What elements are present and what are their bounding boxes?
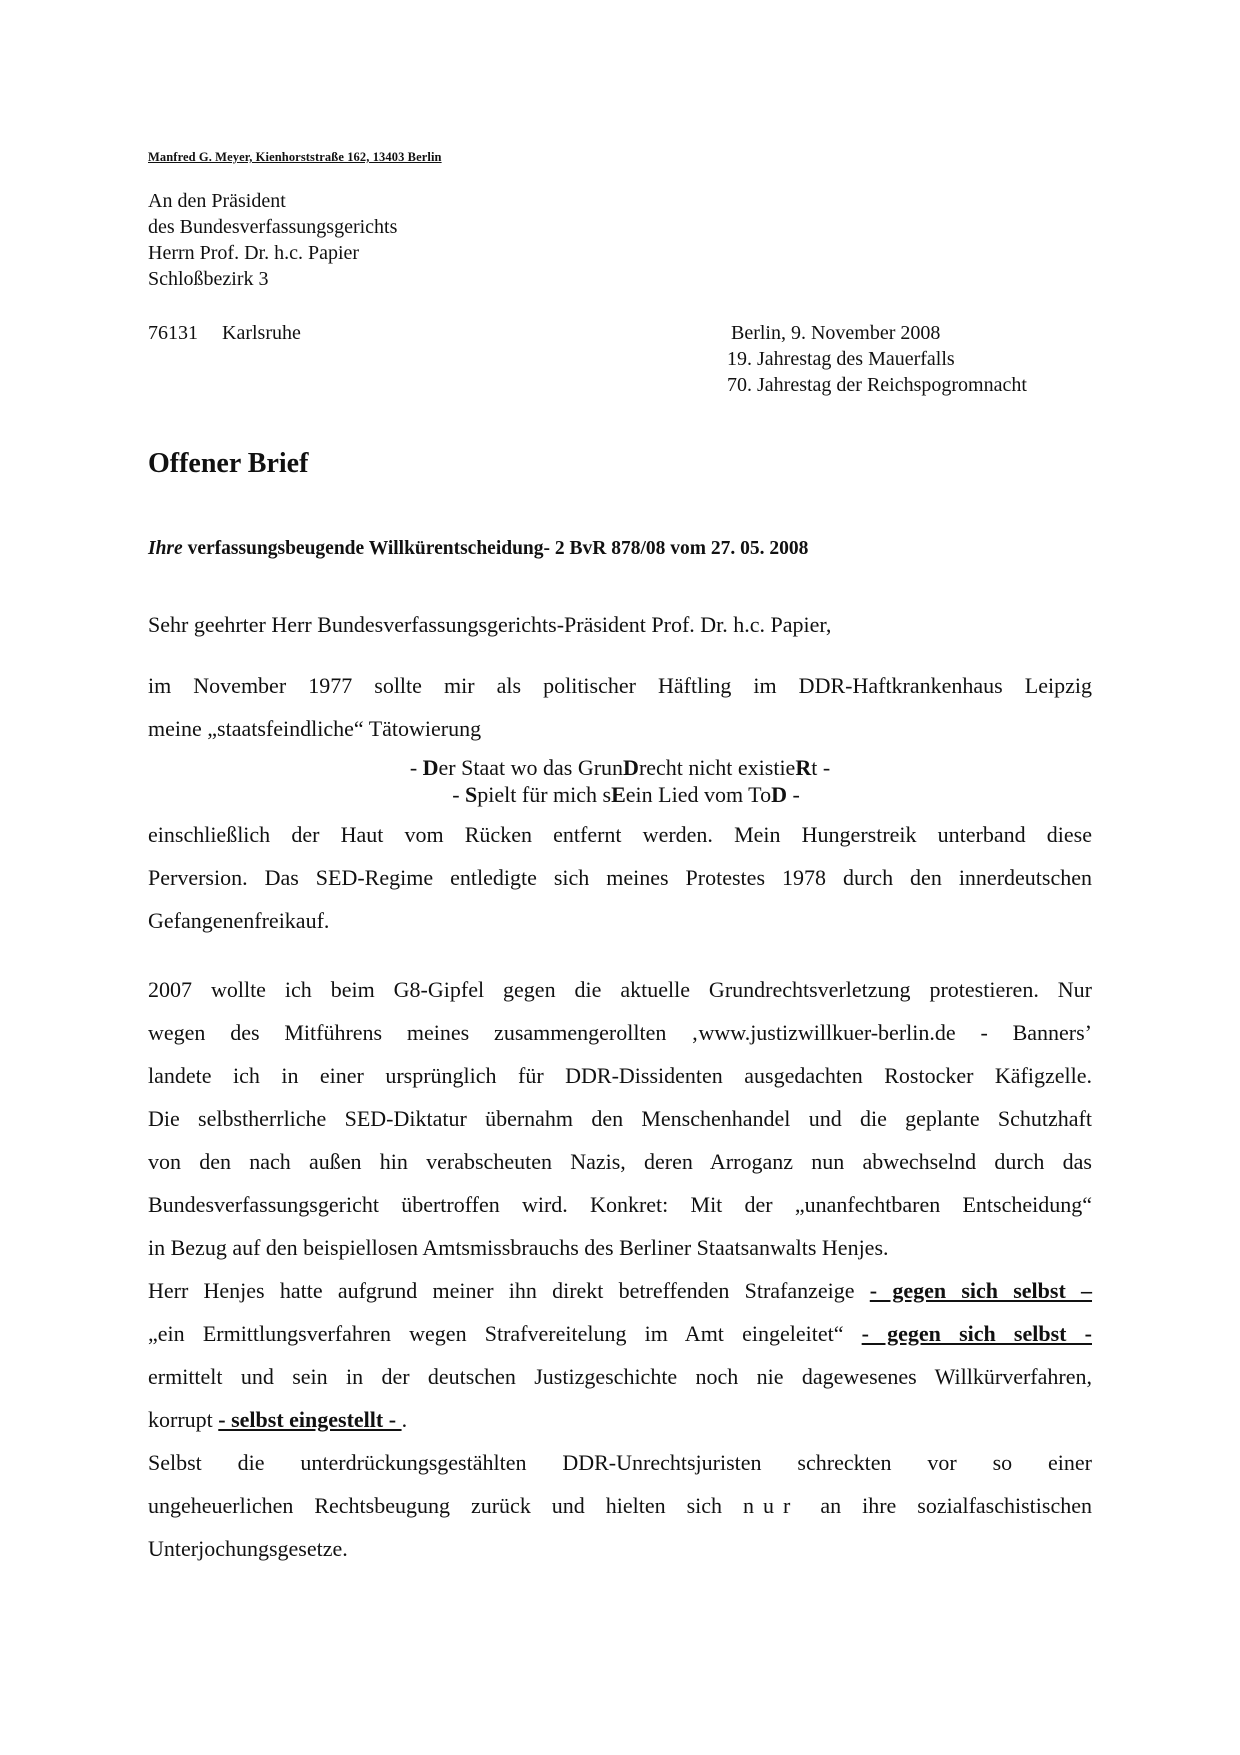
text-line: Selbst die unterdrückungsgestählten DDR-Unrechtsjuristen schreckten vor so einer bbox=[148, 1450, 1092, 1475]
paragraph-perversion bbox=[148, 813, 1092, 942]
text-line: von den nach außen hin verabscheuten Nazis, deren Arroganz nun abwechselnd durch das bbox=[148, 1149, 1092, 1174]
anniversary-line: 70. Jahrestag der Reichspogromnacht bbox=[727, 374, 1027, 396]
tattoo-motto-line-1: - Der Staat wo das GrunDrecht nicht existieRt - bbox=[409, 755, 831, 780]
recipient-line: Herrn Prof. Dr. h.c. Papier bbox=[148, 242, 360, 264]
sender-address: Manfred G. Meyer, Kienhorststraße 162, 13403 Berlin bbox=[148, 150, 442, 164]
paragraph-intro bbox=[148, 664, 1092, 750]
recipient-city bbox=[148, 320, 301, 346]
text-line: wegen des Mitführens meines zusammengerollten ‚www.justizwillkuer-berlin.de - Banners’ bbox=[148, 1020, 1092, 1045]
text-line: ermittelt und sein in der deutschen Justizgeschichte noch nie dagewesenes Willkürverfahren, bbox=[148, 1364, 1092, 1389]
subject-line bbox=[148, 538, 808, 560]
text-line: in Bezug auf den beispiellosen Amtsmissbrauchs des Berliner Staatsanwalts Henjes. bbox=[148, 1235, 889, 1260]
date-block bbox=[727, 320, 1027, 398]
text-line: 2007 wollte ich beim G8-Gipfel gegen die aktuelle Grundrechtsverletzung protestieren. Nur bbox=[148, 977, 1092, 1002]
recipient-line: An den Präsident bbox=[148, 190, 286, 212]
recipient-line: des Bundesverfassungsgerichts bbox=[148, 216, 398, 238]
paragraph-g8-protest bbox=[148, 968, 1092, 1570]
text-line: Perversion. Das SED-Regime entledigte sich meines Protestes 1978 durch den innerdeutschen bbox=[148, 865, 1092, 890]
text-line: Gefangenenfreikauf. bbox=[148, 908, 330, 933]
date-line: Berlin, 9. November 2008 bbox=[731, 322, 941, 344]
postal-code: 76131 bbox=[148, 322, 198, 344]
anniversary-line: 19. Jahrestag des Mauerfalls bbox=[727, 348, 955, 370]
text-line: ungeheuerlichen Rechtsbeugung zurück und hielten sich nur an ihre sozialfaschistischen bbox=[148, 1493, 1092, 1518]
emphasis-underlined: - gegen sich selbst - bbox=[861, 1321, 1092, 1346]
emphasis-underlined: - selbst eingestellt - bbox=[218, 1407, 402, 1432]
text-line: landete ich in einer ursprünglich für DDR-Dissidenten ausgedachten Rostocker Käfigzelle. bbox=[148, 1063, 1092, 1088]
subject-italic: Ihre bbox=[148, 538, 183, 559]
city-name: Karlsruhe bbox=[222, 322, 301, 344]
text-line: im November 1977 sollte mir als politischer Häftling im DDR-Haftkrankenhaus Leipzig bbox=[148, 673, 1092, 698]
text-line: „ein Ermittlungsverfahren wegen Strafvereitelung im Amt eingeleitet“ - gegen sich selbst - bbox=[148, 1321, 1092, 1346]
text-line: Bundesverfassungsgericht übertroffen wird. Konkret: Mit der „unanfechtbaren Entscheidung“ bbox=[148, 1192, 1092, 1217]
text-line: Herr Henjes hatte aufgrund meiner ihn direkt betreffenden Strafanzeige - gegen sich selbst – bbox=[148, 1278, 1093, 1303]
text-line: Die selbstherrliche SED-Diktatur übernahm den Menschenhandel und die geplante Schutzhaft bbox=[148, 1106, 1092, 1131]
text-line: korrupt - selbst eingestellt - . bbox=[148, 1407, 408, 1432]
salutation: Sehr geehrter Herr Bundesverfassungsgerichts-Präsident Prof. Dr. h.c. Papier, bbox=[148, 612, 832, 637]
text-line: Unterjochungsgesetze. bbox=[148, 1536, 348, 1561]
letter-title: Offener Brief bbox=[148, 448, 309, 479]
emphasis-underlined: - gegen sich selbst – bbox=[869, 1278, 1093, 1303]
recipient-address bbox=[148, 188, 397, 292]
subject-text: verfassungsbeugende Willkürentscheidung- 2 BvR 878/08 vom 27. 05. 2008 bbox=[182, 538, 809, 559]
spaced-emphasis: nur bbox=[743, 1493, 800, 1518]
text-line: einschließlich der Haut vom Rücken entfernt werden. Mein Hungerstreik unterband diese bbox=[148, 822, 1092, 847]
recipient-line: Schloßbezirk 3 bbox=[148, 268, 269, 290]
tattoo-motto-line-2: - Spielt für mich sEein Lied vom ToD - bbox=[452, 782, 800, 807]
text-line: meine „staatsfeindliche“ Tätowierung bbox=[148, 716, 482, 741]
